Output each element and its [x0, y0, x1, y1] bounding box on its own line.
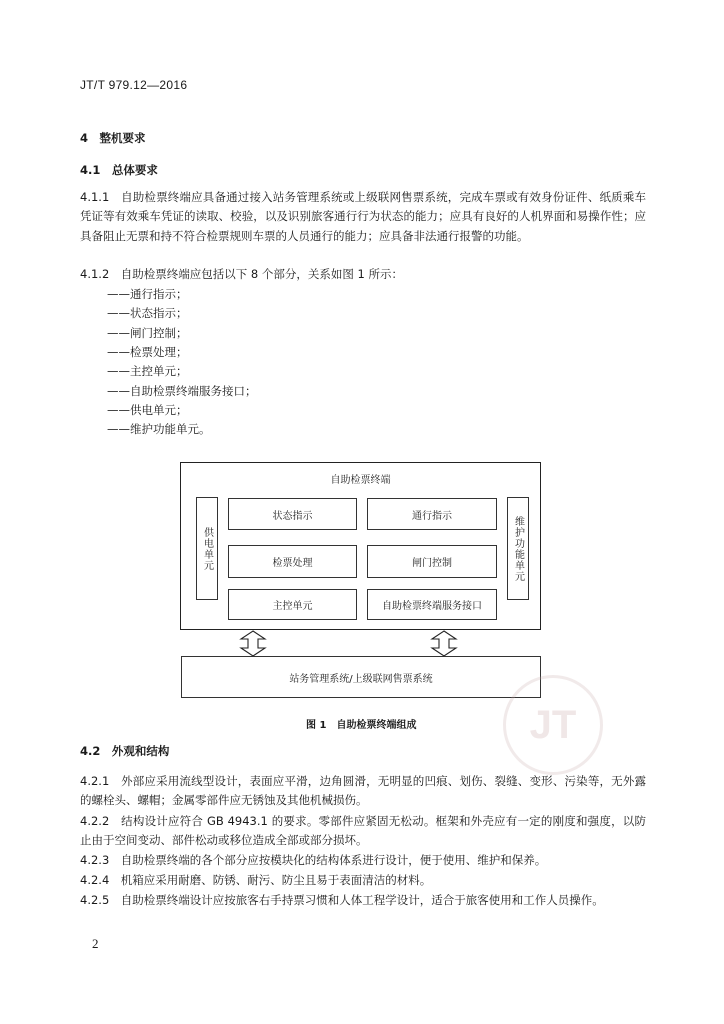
maintenance-unit-box: 维护功能单元 [507, 497, 529, 600]
list-item: ——自助检票终端服务接口； [107, 384, 257, 398]
list-item: ——供电单元； [107, 403, 188, 417]
double-arrow-right-icon [428, 630, 460, 657]
list-item: ——通行指示； [107, 287, 188, 301]
list-item: ——状态指示； [107, 306, 188, 320]
paragraph-4-2-1: 4.2.1 外部应采用流线型设计，表面应平滑，边角圆滑，无明显的凹痕、划伤、裂缝、变形、污染等，无外露的螺栓头、螺帽；金属零部件应无锈蚀及其他机械损伤。 [80, 774, 646, 808]
diagram-title: 自助检票终端 [330, 475, 391, 486]
service-interface-box: 自助检票终端服务接口 [367, 589, 497, 620]
figure-caption: 图 1 自助检票终端组成 [306, 720, 417, 731]
list-item: ——主控单元； [107, 364, 188, 378]
section-heading-4: 4 整机要求 [80, 131, 146, 145]
section-heading-4-2: 4.2 外观和结构 [80, 744, 170, 758]
gate-control-box: 闸门控制 [367, 545, 497, 578]
power-unit-box: 供电单元 [196, 497, 218, 600]
paragraph-4-1-2: 4.1.2 自助检票终端应包括以下 8 个部分，关系如图 1 所示： [80, 267, 404, 281]
double-arrow-left-icon [237, 630, 269, 657]
standard-code: JT/T 979.12—2016 [80, 78, 188, 92]
page-number: 2 [92, 936, 99, 951]
paragraph-4-1-1: 4.1.1 自助检票终端应具备通过接入站务管理系统或上级联网售票系统，完成车票或有效身份证件、纸质乘车凭证等有效乘车凭证的读取、校验，以及识别旅客通行行为状态的能力；应具有良好的人机界面和易操作性；应具备阻止无票和持不符合检票规则车票的人员通行的能力；应具备非法通行报警的功能。 [80, 190, 646, 243]
main-control-box: 主控单元 [228, 589, 357, 620]
list-item: ——检票处理； [107, 345, 188, 359]
terminal-composition-diagram [180, 462, 541, 630]
passage-indicator-box: 通行指示 [367, 498, 497, 530]
section-heading-4-1: 4.1 总体要求 [80, 163, 158, 177]
ticket-check-box: 检票处理 [228, 545, 357, 578]
list-item: ——维护功能单元。 [107, 422, 211, 436]
station-management-system-box: 站务管理系统/上级联网售票系统 [181, 656, 541, 698]
status-indicator-box: 状态指示 [228, 498, 357, 530]
paragraph-4-2-4: 4.2.4 机箱应采用耐磨、防锈、耐污、防尘且易于表面清洁的材料。 [80, 873, 432, 887]
paragraph-4-2-5: 4.2.5 自助检票终端设计应按旅客右手持票习惯和人体工程学设计，适合于旅客使用和工作人员操作。 [80, 893, 604, 907]
paragraph-4-2-2: 4.2.2 结构设计应符合 GB 4943.1 的要求。零部件应紧固无松动。框架和外壳应有一定的刚度和强度，以防止由于空间变动、部件松动或移位造成全部或部分损坏。 [80, 814, 646, 848]
paragraph-4-2-3: 4.2.3 自助检票终端的各个部分应按模块化的结构体系进行设计，便于使用、维护和保养。 [80, 853, 547, 867]
list-item: ——闸门控制； [107, 326, 188, 340]
jt-watermark-logo: JT [503, 675, 603, 775]
